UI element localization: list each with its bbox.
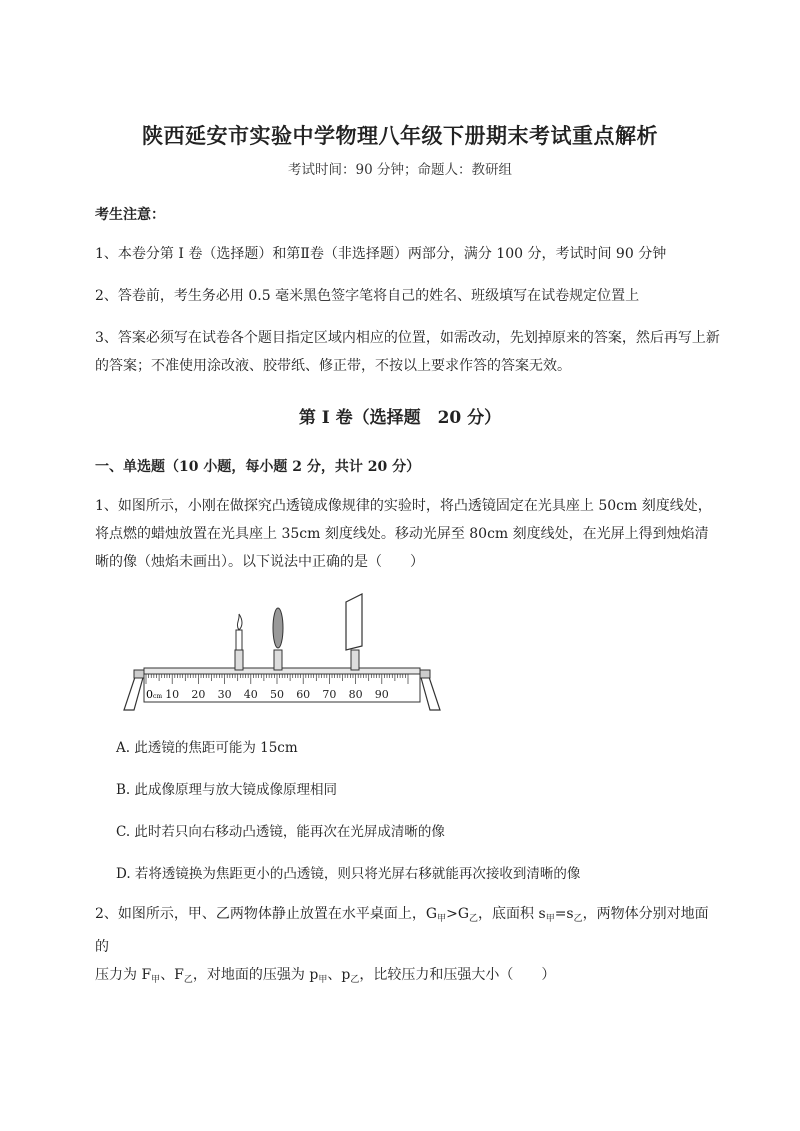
q2-text-6: 压力为 F	[95, 967, 152, 983]
q2-sub: 甲	[151, 975, 161, 985]
candle	[235, 614, 243, 670]
scale-tick-label: 10	[165, 688, 180, 701]
q2-text-5: ，两物体分别对地面的	[95, 906, 709, 955]
optical-bench-figure	[122, 586, 442, 716]
q2-text-3: ，底面积 s	[478, 906, 546, 922]
scale-tick-label: 40	[243, 688, 258, 701]
scale-tick-label: 80	[348, 688, 363, 701]
q2-sub: 乙	[183, 975, 193, 985]
bench-right-leg	[420, 674, 440, 710]
section-title: 第 I 卷（选择题 20 分）	[298, 408, 502, 428]
scale-tick-label: 50	[270, 688, 284, 701]
q2-sub: 乙	[573, 914, 583, 924]
notice-item-3: 3、答案必须写在试卷各个题目指定区域内相应的位置，如需改动，先划掉原来的答案，然后再写上新的答案；不准使用涂改液、胶带纸、修正带，不按以上要求作答的答案无效。	[95, 330, 720, 374]
q2-sub: 乙	[350, 975, 360, 985]
zero-label: 0	[146, 688, 153, 701]
q2-sub: 甲	[318, 975, 328, 985]
q2-sub: 甲	[545, 914, 555, 924]
option-a[interactable]: A. 此透镜的焦距可能为 15cm	[116, 740, 298, 756]
option-c[interactable]: C. 此时若只向右移动凸透镜，能再次在光屏成清晰的像	[116, 824, 445, 840]
unit-label: cm	[153, 693, 163, 700]
convex-lens	[273, 608, 283, 670]
question-group-heading: 一、单选题（10 小题，每小题 2 分，共计 20 分）	[95, 459, 421, 475]
scale-tick-label: 60	[296, 688, 311, 701]
exam-info: 考试时间：90 分钟；命题人：教研组	[288, 162, 512, 178]
q2-text-7: 、F	[160, 967, 184, 983]
q2-sub: 乙	[469, 914, 479, 924]
scale-labels	[165, 688, 389, 701]
q2-text-10: ，比较压力和压强大小（ ）	[359, 967, 556, 983]
q2-text-8: ，对地面的压强为 p	[192, 967, 319, 983]
question-1-text: 1、如图所示，小刚在做探究凸透镜成像规律的实验时，将凸透镜固定在光具座上 50cm 刻度线处，将点燃的蜡烛放置在光具座上 35cm 刻度线处。移动光屏至 80cm 刻度线处，在光屏上得到烛焰清晰的像（烛焰未画出）。以下说法中正确的是（ ）	[95, 498, 712, 570]
option-d[interactable]: D. 若将透镜换为焦距更小的凸透镜，则只将光屏右移就能再次接收到清晰的像	[116, 866, 581, 882]
q2-text-4: =s	[554, 906, 574, 922]
page-title: 陕西延安市实验中学物理八年级下册期末考试重点解析	[142, 123, 658, 148]
scale-tick-label: 90	[374, 688, 389, 701]
light-screen	[346, 594, 362, 670]
q2-text-2: >G	[446, 906, 470, 922]
notice-item-2: 2、答卷前，考生务必用 0.5 毫米黑色签字笔将自己的姓名、班级填写在试卷规定位置上	[95, 288, 640, 304]
option-b[interactable]: B. 此成像原理与放大镜成像原理相同	[116, 782, 338, 798]
scale-tick-label: 20	[191, 688, 206, 701]
q2-sub: 甲	[437, 914, 447, 924]
scale-tick-label: 70	[322, 688, 337, 701]
notice-item-1: 1、本卷分第 I 卷（选择题）和第Ⅱ卷（非选择题）两部分，满分 100 分，考试时间 90 分钟	[95, 246, 667, 262]
bench-left-leg	[124, 674, 144, 710]
notice-heading: 考生注意：	[95, 207, 165, 223]
question-2-text	[95, 900, 720, 994]
scale-tick-label: 30	[217, 688, 232, 701]
q2-text-1: 2、如图所示，甲、乙两物体静止放置在水平桌面上，G	[95, 906, 438, 922]
q2-text-9: 、p	[327, 967, 351, 983]
